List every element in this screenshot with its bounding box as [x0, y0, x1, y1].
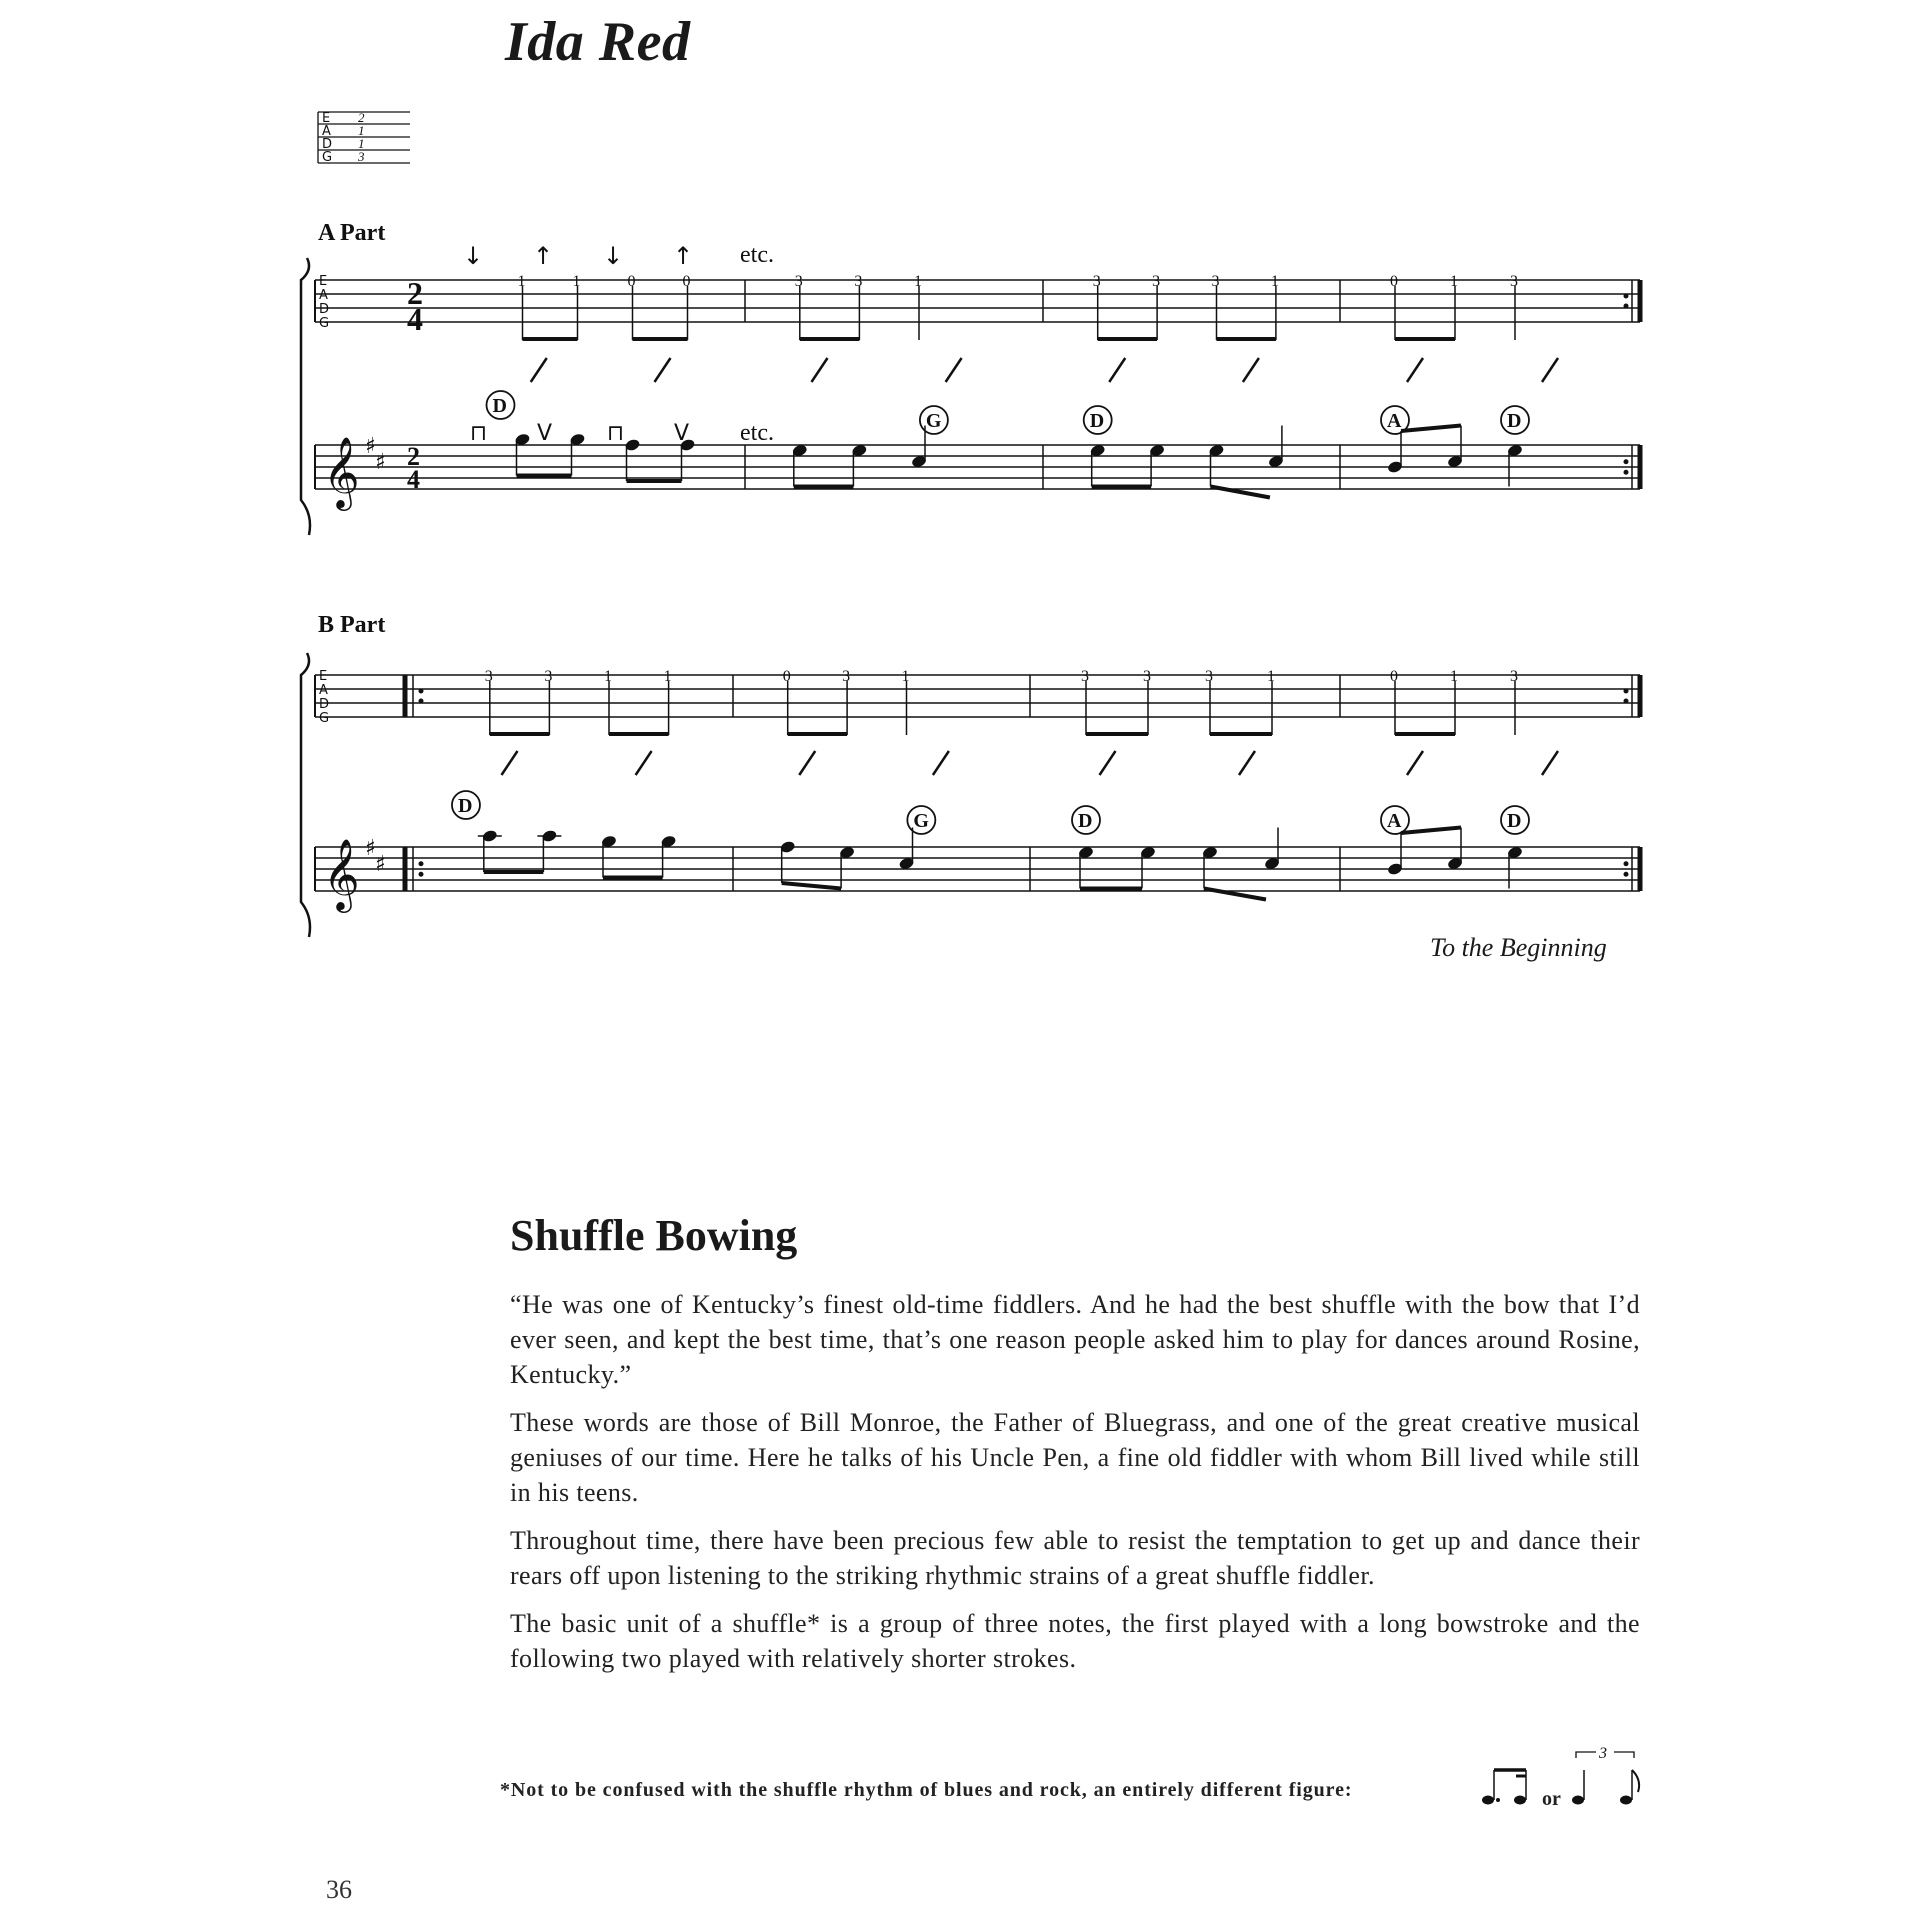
- tab-string-label: D: [319, 697, 330, 712]
- tab-fret-number: 1: [1267, 668, 1275, 685]
- system-brace: [301, 258, 310, 535]
- tab-fret-number: 0: [682, 273, 691, 290]
- tab-string-label: E: [319, 274, 328, 289]
- section-label: A Part: [318, 220, 386, 246]
- tab-fret-number: 3: [1510, 668, 1518, 685]
- tab-string-label: G: [319, 711, 330, 726]
- tuning-string-label: A: [322, 124, 331, 139]
- tab-string-label: G: [319, 316, 330, 331]
- sharp-f-icon: ♯: [365, 836, 376, 861]
- note-beam: [1211, 487, 1270, 498]
- chord-symbol: D: [1089, 410, 1105, 432]
- tab-fret-number: 3: [854, 273, 863, 290]
- rhythm-slash: [946, 358, 962, 382]
- tab-fret-number: 1: [914, 273, 922, 290]
- tab-fret-number: 3: [794, 273, 803, 290]
- tab-string-label: E: [319, 669, 328, 684]
- rhythm-slash: [502, 751, 518, 775]
- tuning-finger-number: 2: [358, 110, 365, 125]
- rhythm-slash: [531, 358, 547, 382]
- time-signature-top: 2: [407, 442, 420, 471]
- chord-symbol: A: [1387, 810, 1402, 832]
- tab-fret-number: 1: [1270, 273, 1279, 290]
- tab-fret-number: 1: [901, 668, 910, 685]
- bow-mark: V: [674, 421, 690, 446]
- tab-fret-number: 1: [517, 273, 526, 290]
- paragraph: Throughout time, there have been precious few able to resist the temptation to get up and dance their rears off upon listening to the striking rhythmic strains of a great shuffle fiddler.: [510, 1526, 1640, 1590]
- chord-symbol: D: [457, 795, 473, 817]
- tab-fret-number: 3: [842, 668, 851, 685]
- section-heading: Shuffle Bowing: [510, 1211, 798, 1260]
- note-beam: [1401, 828, 1461, 834]
- rhythm-slash: [1239, 751, 1255, 775]
- chord-symbol: D: [1507, 410, 1522, 432]
- time-signature-top: 2: [407, 275, 423, 311]
- tuning-finger-number: 1: [358, 136, 365, 151]
- tab-fret-number: 3: [1510, 273, 1518, 290]
- repeat-dot: [1624, 861, 1629, 866]
- tab-fret-number: 1: [572, 273, 581, 290]
- tab-string-label: A: [319, 288, 328, 303]
- paragraph: These words are those of Bill Monroe, the Father of Bluegrass, and one of the great creative musical geniuses of our time. Here he talks of his Uncle Pen, a fine old fiddler with whom Bill lived while still in his teens.: [510, 1408, 1640, 1507]
- bow-direction-arrow: ↑: [533, 242, 554, 270]
- bow-mark: ⊓: [607, 421, 625, 446]
- tab-fret-number: 3: [1152, 273, 1161, 290]
- tab-fret-number: 3: [1081, 668, 1089, 685]
- treble-clef-icon: 𝄞: [323, 837, 360, 910]
- tab-fret-number: 3: [1143, 668, 1151, 685]
- repeat-dot: [1624, 293, 1629, 298]
- repeat-dot: [419, 872, 424, 877]
- bow-mark: V: [537, 421, 553, 446]
- tab-fret-number: 1: [1450, 273, 1458, 290]
- triplet-number: 3: [1599, 1745, 1607, 1762]
- rhythm-slash: [636, 751, 652, 775]
- tuning-finger-number: 3: [358, 149, 365, 164]
- tuning-string-label: D: [322, 137, 333, 152]
- tab-fret-number: 0: [627, 273, 636, 290]
- triplet-bracket: [1576, 1752, 1596, 1758]
- bow-direction-arrow: ↓: [463, 242, 484, 270]
- rhythm-slash: [655, 358, 671, 382]
- footnote: *Not to be confused with the shuffle rhythm of blues and rock, an entirely different figure:: [500, 1779, 1353, 1801]
- etc-label: etc.: [740, 420, 774, 446]
- triplet-bracket: [1614, 1752, 1634, 1758]
- time-signature-bottom: 4: [407, 465, 420, 494]
- chord-symbol: D: [492, 395, 507, 417]
- sixteenth-head: [1514, 1796, 1526, 1805]
- rhythm-slash: [1243, 358, 1259, 382]
- chord-symbol: G: [925, 410, 942, 432]
- tuning-string-label: G: [322, 150, 333, 165]
- eighth-head: [1620, 1796, 1632, 1805]
- tab-string-label: A: [319, 683, 328, 698]
- system-brace: [301, 653, 310, 937]
- paragraph-quote: “He was one of Kentucky’s finest old-time fiddlers. And he had the best shuffle with the bow that I’d ever seen, and kept the best time, that’s one reason people asked him to play for dances around Rosine, Kentucky.”: [510, 1290, 1640, 1389]
- note-beam: [1401, 426, 1461, 432]
- tab-string-label: D: [319, 302, 330, 317]
- dot: [1496, 1798, 1500, 1802]
- chord-symbol: A: [1387, 410, 1402, 432]
- rhythm-slash: [1407, 751, 1423, 775]
- chord-symbol: D: [1078, 810, 1093, 832]
- repeat-dot: [419, 699, 424, 704]
- tab-fret-number: 0: [782, 668, 791, 685]
- tab-fret-number: 3: [1205, 668, 1213, 685]
- tab-fret-number: 3: [1092, 273, 1101, 290]
- bow-direction-arrow: ↓: [603, 242, 624, 270]
- repeat-dot: [419, 861, 424, 866]
- tab-fret-number: 1: [604, 668, 612, 685]
- repeat-dot: [1624, 872, 1629, 877]
- repeat-dot: [1624, 699, 1629, 704]
- tab-fret-number: 0: [1390, 668, 1398, 685]
- rhythm-slash: [1100, 751, 1116, 775]
- chord-symbol: D: [1507, 810, 1522, 832]
- note-flag: [1632, 1770, 1639, 1792]
- or-label: or: [1542, 1788, 1561, 1810]
- tab-fret-number: 1: [1450, 668, 1458, 685]
- tab-fret-number: 3: [1211, 273, 1220, 290]
- etc-label: etc.: [740, 242, 774, 268]
- rhythm-slash: [933, 751, 949, 775]
- bow-direction-arrow: ↑: [673, 242, 694, 270]
- chord-symbol: G: [913, 810, 929, 832]
- repeat-dot: [1624, 459, 1629, 464]
- rhythm-slash: [799, 751, 815, 775]
- rhythm-slash: [812, 358, 828, 382]
- repeat-dot: [419, 688, 424, 693]
- rhythm-slash: [1542, 751, 1558, 775]
- rhythm-slash: [1407, 358, 1423, 382]
- tab-fret-number: 0: [1390, 273, 1398, 290]
- tuning-string-label: E: [322, 111, 331, 126]
- bow-mark: ⊓: [470, 421, 488, 446]
- sharp-c-icon: ♯: [375, 450, 386, 475]
- section-label: B Part: [318, 612, 386, 638]
- note-beam: [1204, 889, 1266, 900]
- treble-clef-icon: 𝄞: [323, 435, 360, 508]
- tab-fret-number: 3: [484, 668, 493, 685]
- paragraph: The basic unit of a shuffle* is a group of three notes, the first played with a long bowstroke and the following two played with relatively shorter strokes.: [510, 1609, 1640, 1673]
- to-the-beginning-direction: To the Beginning: [1430, 933, 1607, 962]
- sharp-c-icon: ♯: [375, 852, 386, 877]
- time-signature-bottom: 4: [407, 301, 423, 337]
- rhythm-slash: [1542, 358, 1558, 382]
- repeat-dot: [1624, 470, 1629, 475]
- note-beam: [782, 883, 841, 889]
- repeat-dot: [1624, 688, 1629, 693]
- rhythm-slash: [1109, 358, 1125, 382]
- dotted-eighth-head: [1482, 1796, 1494, 1805]
- tab-fret-number: 1: [663, 668, 672, 685]
- tuning-finger-number: 1: [358, 123, 365, 138]
- page-number: 36: [326, 1875, 352, 1904]
- quarter-head: [1572, 1796, 1584, 1805]
- sharp-f-icon: ♯: [365, 434, 376, 459]
- tab-fret-number: 3: [544, 668, 553, 685]
- repeat-dot: [1624, 304, 1629, 309]
- page-title: Ida Red: [505, 11, 691, 73]
